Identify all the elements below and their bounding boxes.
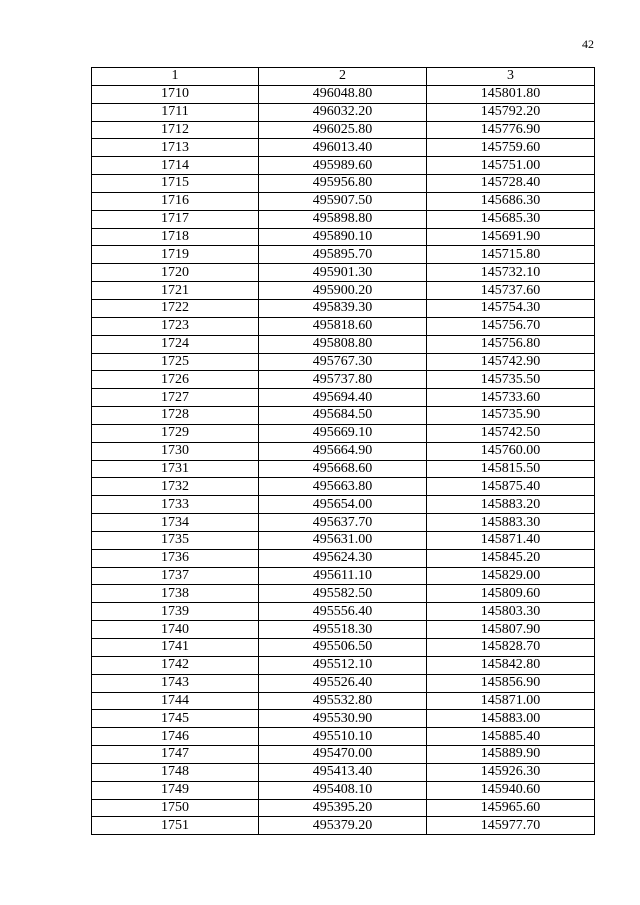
table-body bbox=[92, 85, 595, 834]
y-coordinate-cell: 145733.60 bbox=[427, 389, 595, 407]
y-coordinate-cell: 145828.70 bbox=[427, 639, 595, 657]
point-number-cell: 1726 bbox=[92, 371, 259, 389]
x-coordinate-cell: 495506.50 bbox=[259, 639, 427, 657]
coordinates-table bbox=[91, 67, 595, 835]
point-number-cell: 1716 bbox=[92, 192, 259, 210]
table-row bbox=[92, 639, 595, 657]
y-coordinate-cell: 145856.90 bbox=[427, 674, 595, 692]
y-coordinate-cell: 145732.10 bbox=[427, 264, 595, 282]
point-number-cell: 1744 bbox=[92, 692, 259, 710]
point-number-cell: 1751 bbox=[92, 817, 259, 835]
x-coordinate-cell: 495901.30 bbox=[259, 264, 427, 282]
table-row bbox=[92, 192, 595, 210]
y-coordinate-cell: 145735.50 bbox=[427, 371, 595, 389]
table-row bbox=[92, 442, 595, 460]
x-coordinate-cell: 495663.80 bbox=[259, 478, 427, 496]
y-coordinate-cell: 145737.60 bbox=[427, 282, 595, 300]
point-number-cell: 1739 bbox=[92, 603, 259, 621]
x-coordinate-cell: 495379.20 bbox=[259, 817, 427, 835]
point-number-cell: 1715 bbox=[92, 175, 259, 193]
point-number-cell: 1741 bbox=[92, 639, 259, 657]
table-header bbox=[92, 68, 595, 86]
point-number-cell: 1721 bbox=[92, 282, 259, 300]
point-number-cell: 1736 bbox=[92, 549, 259, 567]
table-row bbox=[92, 514, 595, 532]
point-number-cell: 1720 bbox=[92, 264, 259, 282]
x-coordinate-cell: 495839.30 bbox=[259, 299, 427, 317]
table-row bbox=[92, 763, 595, 781]
table-row bbox=[92, 478, 595, 496]
y-coordinate-cell: 145742.50 bbox=[427, 424, 595, 442]
x-coordinate-cell: 495582.50 bbox=[259, 585, 427, 603]
y-coordinate-cell: 145829.00 bbox=[427, 567, 595, 585]
y-coordinate-cell: 145776.90 bbox=[427, 121, 595, 139]
point-number-cell: 1742 bbox=[92, 656, 259, 674]
point-number-cell: 1731 bbox=[92, 460, 259, 478]
y-coordinate-cell: 145756.80 bbox=[427, 335, 595, 353]
x-coordinate-cell: 495668.60 bbox=[259, 460, 427, 478]
y-coordinate-cell: 145815.50 bbox=[427, 460, 595, 478]
table-row bbox=[92, 496, 595, 514]
x-coordinate-cell: 495510.10 bbox=[259, 728, 427, 746]
point-number-cell: 1734 bbox=[92, 514, 259, 532]
x-coordinate-cell: 495989.60 bbox=[259, 157, 427, 175]
y-coordinate-cell: 145807.90 bbox=[427, 621, 595, 639]
x-coordinate-cell: 495631.00 bbox=[259, 531, 427, 549]
x-coordinate-cell: 495637.70 bbox=[259, 514, 427, 532]
point-number-cell: 1728 bbox=[92, 407, 259, 425]
x-coordinate-cell: 496013.40 bbox=[259, 139, 427, 157]
x-coordinate-cell: 495526.40 bbox=[259, 674, 427, 692]
point-number-cell: 1735 bbox=[92, 531, 259, 549]
point-number-cell: 1724 bbox=[92, 335, 259, 353]
column-header-2: 2 bbox=[259, 68, 427, 86]
y-coordinate-cell: 145842.80 bbox=[427, 656, 595, 674]
x-coordinate-cell: 496032.20 bbox=[259, 103, 427, 121]
point-number-cell: 1732 bbox=[92, 478, 259, 496]
y-coordinate-cell: 145686.30 bbox=[427, 192, 595, 210]
table-row bbox=[92, 424, 595, 442]
point-number-cell: 1717 bbox=[92, 210, 259, 228]
y-coordinate-cell: 145715.80 bbox=[427, 246, 595, 264]
x-coordinate-cell: 495408.10 bbox=[259, 781, 427, 799]
table-row bbox=[92, 656, 595, 674]
x-coordinate-cell: 495767.30 bbox=[259, 353, 427, 371]
y-coordinate-cell: 145871.40 bbox=[427, 531, 595, 549]
table-row bbox=[92, 674, 595, 692]
table-row bbox=[92, 531, 595, 549]
table-row bbox=[92, 210, 595, 228]
table-row bbox=[92, 781, 595, 799]
point-number-cell: 1727 bbox=[92, 389, 259, 407]
point-number-cell: 1712 bbox=[92, 121, 259, 139]
point-number-cell: 1725 bbox=[92, 353, 259, 371]
y-coordinate-cell: 145940.60 bbox=[427, 781, 595, 799]
x-coordinate-cell: 495532.80 bbox=[259, 692, 427, 710]
table-row bbox=[92, 103, 595, 121]
point-number-cell: 1713 bbox=[92, 139, 259, 157]
y-coordinate-cell: 145875.40 bbox=[427, 478, 595, 496]
point-number-cell: 1750 bbox=[92, 799, 259, 817]
table-row bbox=[92, 549, 595, 567]
point-number-cell: 1723 bbox=[92, 317, 259, 335]
table-row bbox=[92, 335, 595, 353]
y-coordinate-cell: 145809.60 bbox=[427, 585, 595, 603]
y-coordinate-cell: 145977.70 bbox=[427, 817, 595, 835]
point-number-cell: 1738 bbox=[92, 585, 259, 603]
x-coordinate-cell: 495737.80 bbox=[259, 371, 427, 389]
table-row bbox=[92, 746, 595, 764]
y-coordinate-cell: 145754.30 bbox=[427, 299, 595, 317]
y-coordinate-cell: 145792.20 bbox=[427, 103, 595, 121]
y-coordinate-cell: 145883.30 bbox=[427, 514, 595, 532]
point-number-cell: 1746 bbox=[92, 728, 259, 746]
point-number-cell: 1743 bbox=[92, 674, 259, 692]
table-row bbox=[92, 264, 595, 282]
point-number-cell: 1729 bbox=[92, 424, 259, 442]
x-coordinate-cell: 495395.20 bbox=[259, 799, 427, 817]
table-row bbox=[92, 567, 595, 585]
table-row bbox=[92, 407, 595, 425]
table-row bbox=[92, 139, 595, 157]
x-coordinate-cell: 495530.90 bbox=[259, 710, 427, 728]
table-row bbox=[92, 228, 595, 246]
y-coordinate-cell: 145735.90 bbox=[427, 407, 595, 425]
y-coordinate-cell: 145760.00 bbox=[427, 442, 595, 460]
table-row bbox=[92, 353, 595, 371]
point-number-cell: 1749 bbox=[92, 781, 259, 799]
y-coordinate-cell: 145871.00 bbox=[427, 692, 595, 710]
point-number-cell: 1740 bbox=[92, 621, 259, 639]
x-coordinate-cell: 495512.10 bbox=[259, 656, 427, 674]
table-row bbox=[92, 157, 595, 175]
y-coordinate-cell: 145742.90 bbox=[427, 353, 595, 371]
point-number-cell: 1748 bbox=[92, 763, 259, 781]
point-number-cell: 1722 bbox=[92, 299, 259, 317]
x-coordinate-cell: 495669.10 bbox=[259, 424, 427, 442]
y-coordinate-cell: 145885.40 bbox=[427, 728, 595, 746]
table-row bbox=[92, 603, 595, 621]
point-number-cell: 1737 bbox=[92, 567, 259, 585]
y-coordinate-cell: 145728.40 bbox=[427, 175, 595, 193]
x-coordinate-cell: 495907.50 bbox=[259, 192, 427, 210]
x-coordinate-cell: 495818.60 bbox=[259, 317, 427, 335]
x-coordinate-cell: 495556.40 bbox=[259, 603, 427, 621]
y-coordinate-cell: 145845.20 bbox=[427, 549, 595, 567]
x-coordinate-cell: 495694.40 bbox=[259, 389, 427, 407]
point-number-cell: 1710 bbox=[92, 85, 259, 103]
table-row bbox=[92, 460, 595, 478]
table-row bbox=[92, 246, 595, 264]
x-coordinate-cell: 495470.00 bbox=[259, 746, 427, 764]
table-row bbox=[92, 175, 595, 193]
x-coordinate-cell: 496048.80 bbox=[259, 85, 427, 103]
point-number-cell: 1745 bbox=[92, 710, 259, 728]
x-coordinate-cell: 495413.40 bbox=[259, 763, 427, 781]
table-row bbox=[92, 299, 595, 317]
y-coordinate-cell: 145965.60 bbox=[427, 799, 595, 817]
x-coordinate-cell: 495808.80 bbox=[259, 335, 427, 353]
y-coordinate-cell: 145801.80 bbox=[427, 85, 595, 103]
table-row bbox=[92, 371, 595, 389]
x-coordinate-cell: 495890.10 bbox=[259, 228, 427, 246]
y-coordinate-cell: 145926.30 bbox=[427, 763, 595, 781]
y-coordinate-cell: 145751.00 bbox=[427, 157, 595, 175]
y-coordinate-cell: 145756.70 bbox=[427, 317, 595, 335]
y-coordinate-cell: 145883.00 bbox=[427, 710, 595, 728]
table-row bbox=[92, 692, 595, 710]
y-coordinate-cell: 145685.30 bbox=[427, 210, 595, 228]
page-number: 42 bbox=[582, 37, 594, 51]
x-coordinate-cell: 495684.50 bbox=[259, 407, 427, 425]
x-coordinate-cell: 495624.30 bbox=[259, 549, 427, 567]
point-number-cell: 1714 bbox=[92, 157, 259, 175]
table-row bbox=[92, 121, 595, 139]
point-number-cell: 1711 bbox=[92, 103, 259, 121]
x-coordinate-cell: 495956.80 bbox=[259, 175, 427, 193]
point-number-cell: 1747 bbox=[92, 746, 259, 764]
point-number-cell: 1733 bbox=[92, 496, 259, 514]
table-row bbox=[92, 317, 595, 335]
point-number-cell: 1718 bbox=[92, 228, 259, 246]
y-coordinate-cell: 145691.90 bbox=[427, 228, 595, 246]
table-row bbox=[92, 817, 595, 835]
y-coordinate-cell: 145883.20 bbox=[427, 496, 595, 514]
table-row bbox=[92, 585, 595, 603]
y-coordinate-cell: 145889.90 bbox=[427, 746, 595, 764]
table-row bbox=[92, 621, 595, 639]
x-coordinate-cell: 495895.70 bbox=[259, 246, 427, 264]
x-coordinate-cell: 495611.10 bbox=[259, 567, 427, 585]
table-row bbox=[92, 799, 595, 817]
table-row bbox=[92, 389, 595, 407]
x-coordinate-cell: 495654.00 bbox=[259, 496, 427, 514]
x-coordinate-cell: 495518.30 bbox=[259, 621, 427, 639]
x-coordinate-cell: 495898.80 bbox=[259, 210, 427, 228]
table-row bbox=[92, 728, 595, 746]
table-row bbox=[92, 710, 595, 728]
y-coordinate-cell: 145803.30 bbox=[427, 603, 595, 621]
x-coordinate-cell: 496025.80 bbox=[259, 121, 427, 139]
x-coordinate-cell: 495664.90 bbox=[259, 442, 427, 460]
column-header-3: 3 bbox=[427, 68, 595, 86]
header-row bbox=[92, 68, 595, 86]
column-header-1: 1 bbox=[92, 68, 259, 86]
x-coordinate-cell: 495900.20 bbox=[259, 282, 427, 300]
table-row bbox=[92, 282, 595, 300]
y-coordinate-cell: 145759.60 bbox=[427, 139, 595, 157]
table-row bbox=[92, 85, 595, 103]
point-number-cell: 1719 bbox=[92, 246, 259, 264]
point-number-cell: 1730 bbox=[92, 442, 259, 460]
